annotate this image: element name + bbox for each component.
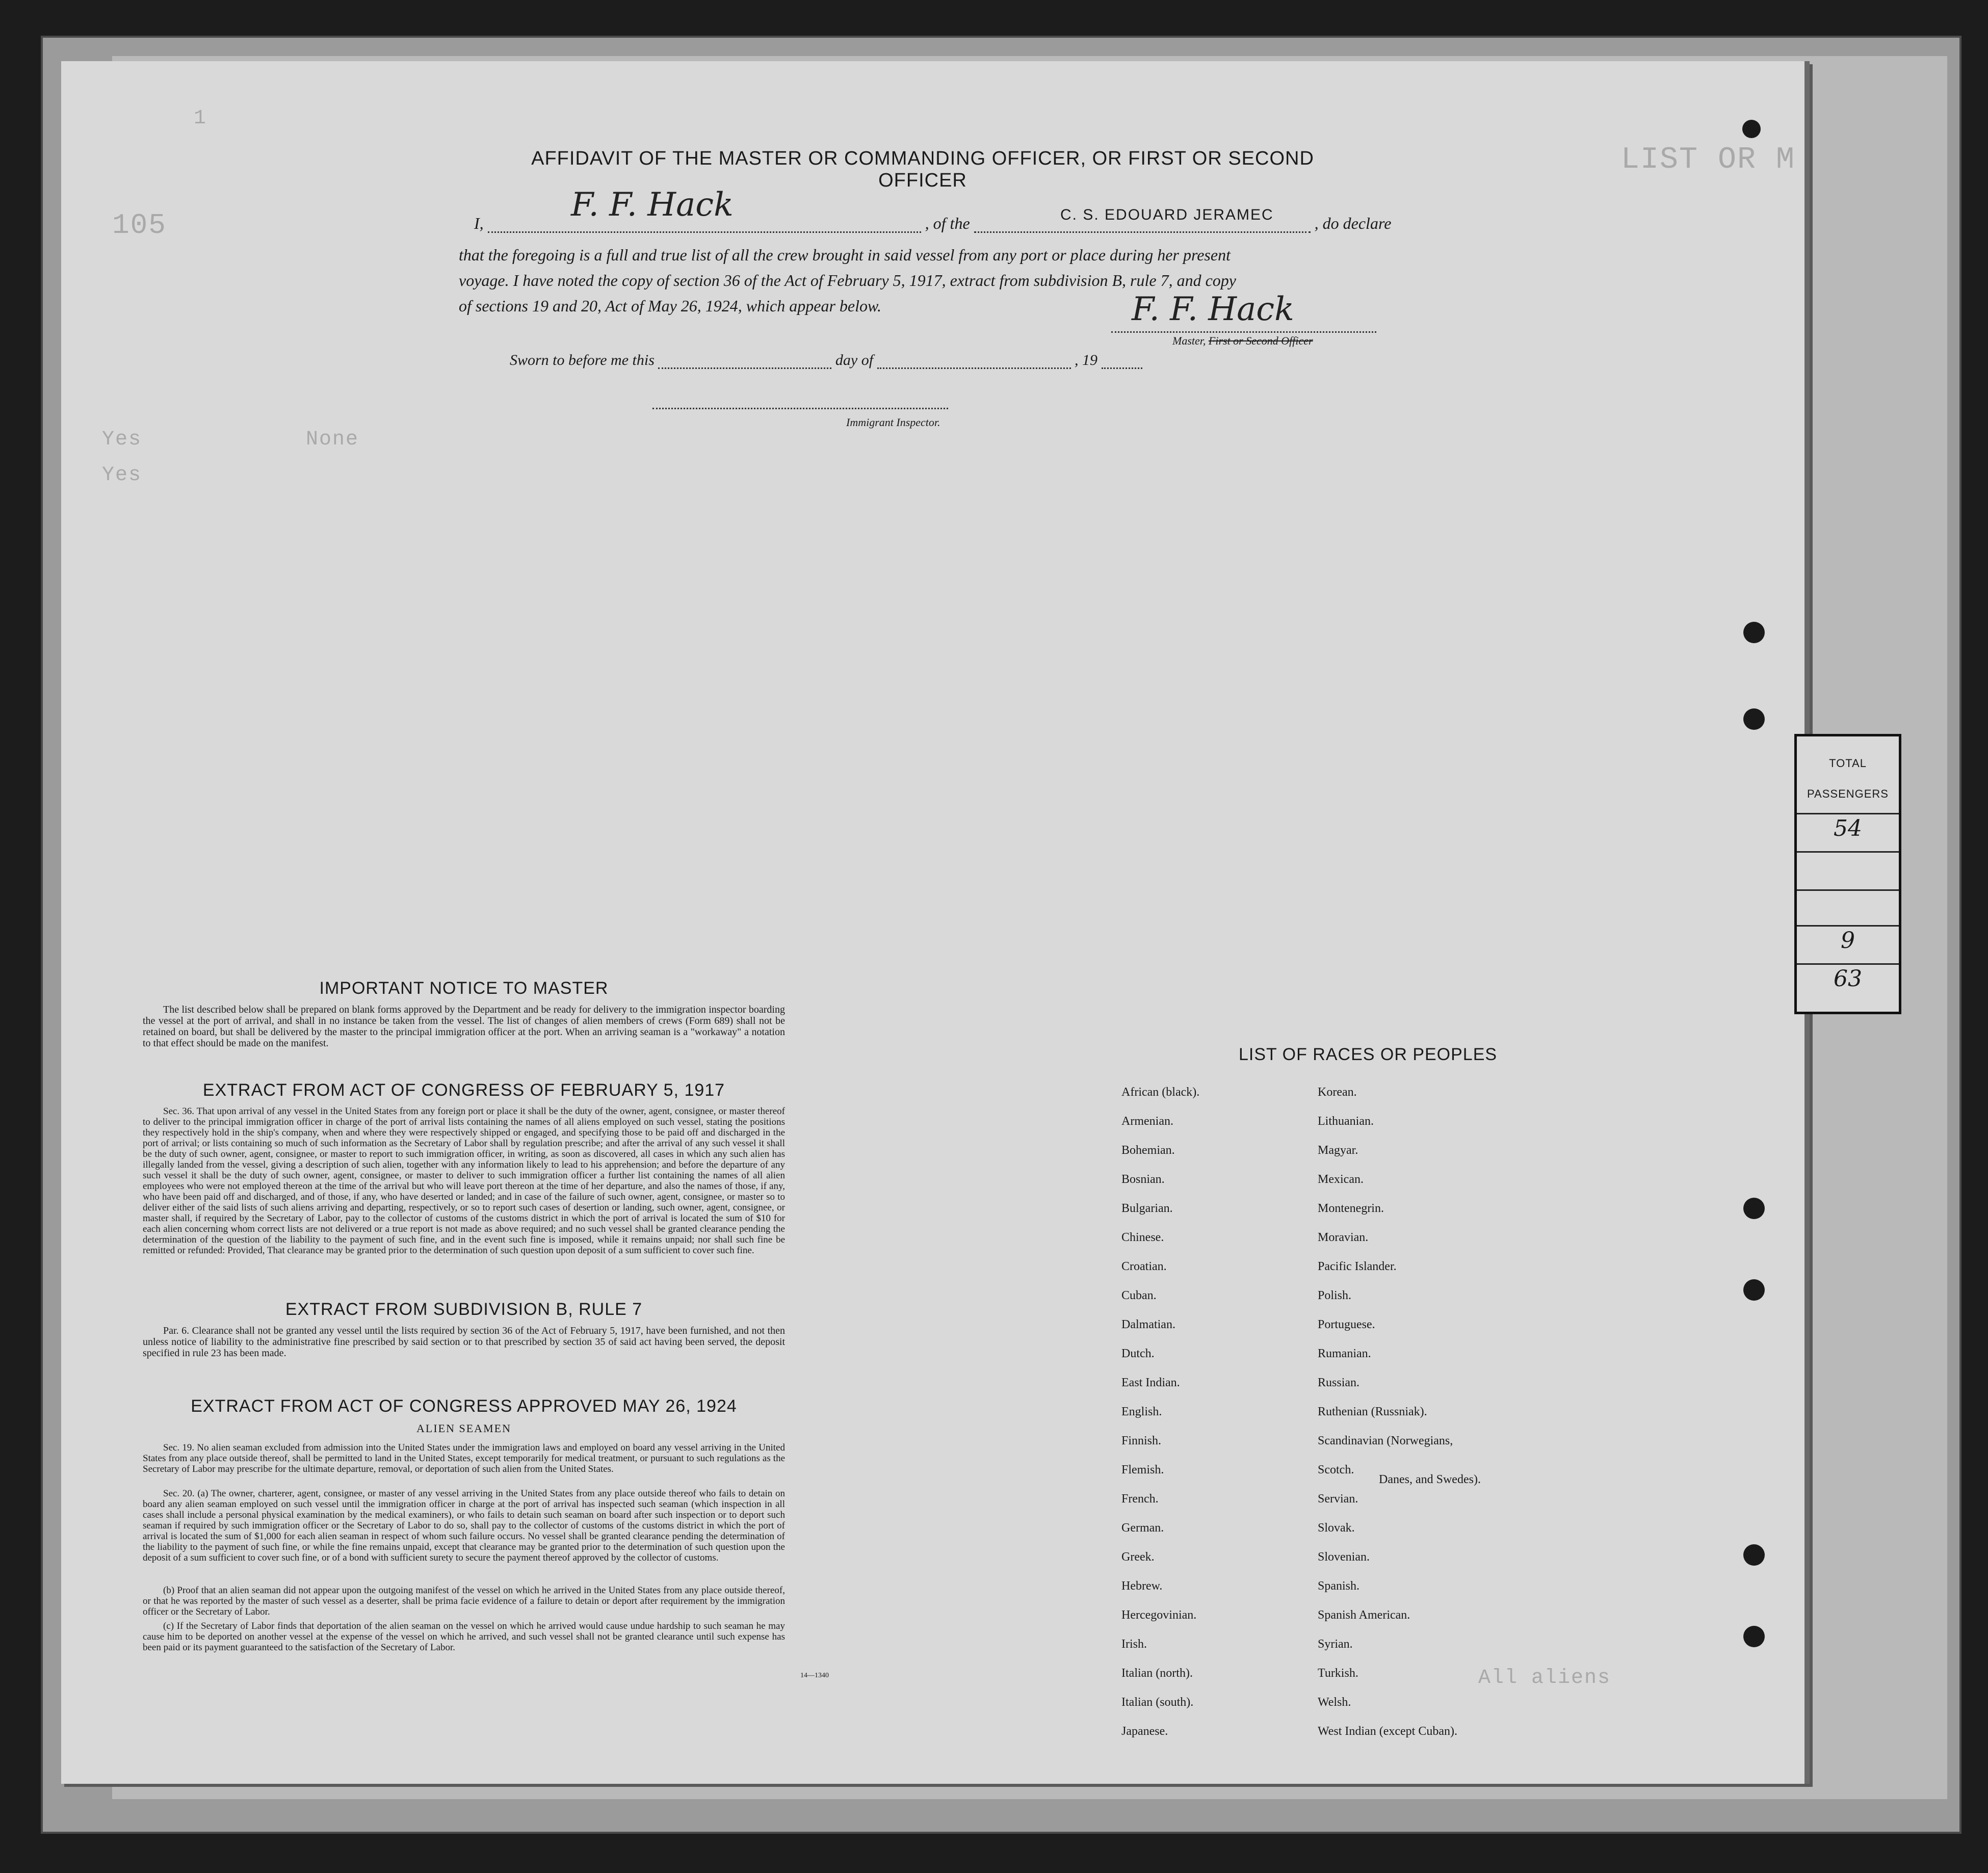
vessel-name-blank xyxy=(974,231,1311,233)
race-item: Hercegovinian. xyxy=(1121,1608,1197,1622)
race-item: Chinese. xyxy=(1121,1231,1164,1244)
extract-1917-title: EXTRACT FROM ACT OF CONGRESS OF FEBRUARY 5, 1917 xyxy=(202,1080,725,1100)
signature-caption xyxy=(1172,334,1313,348)
notice-title: IMPORTANT NOTICE TO MASTER xyxy=(319,979,609,998)
ghost-heading: LIST OR M xyxy=(1621,143,1796,177)
race-item: Welsh. xyxy=(1318,1696,1351,1709)
race-item: Hebrew. xyxy=(1121,1579,1163,1593)
total-row-divider xyxy=(1797,963,1899,965)
rule-7-body: Par. 6. Clearance shall not be granted any vessel until the lists required by section 36 of the Act of February 5, 1917, have been furnished, and not then unless notice of liability to the administrative fine prescribed by said section or to that prescribed by section 35 of said act having been served, the deposit specified in rule 23 has been made. xyxy=(143,1325,785,1359)
inspector-signature-line xyxy=(652,408,948,409)
total-value-63: 63 xyxy=(1834,966,1862,992)
vessel-name: C. S. EDOUARD JERAMEC xyxy=(1060,206,1274,223)
race-item: Servian. xyxy=(1318,1492,1358,1506)
ghost-footer: All aliens xyxy=(1478,1667,1611,1690)
race-item: Pacific Islander. xyxy=(1318,1260,1397,1273)
punch-hole xyxy=(1743,1626,1765,1647)
sworn-month-blank xyxy=(877,367,1071,369)
race-item: Scotch. xyxy=(1318,1463,1354,1476)
race-item: Bulgarian. xyxy=(1121,1202,1173,1215)
punch-hole xyxy=(1743,708,1765,730)
ghost-none: None xyxy=(306,428,359,451)
total-row-divider xyxy=(1797,851,1899,853)
master-signature: F. F. Hack xyxy=(1132,291,1294,328)
race-item: Italian (north). xyxy=(1121,1667,1193,1680)
sec-20c-text: (c) If the Secretary of Labor finds that deportation of the alien seaman on the vessel on which he arrived would cause undue hardship to such seaman he may cause him to be deported on another vessel at the expense of the vessel on which he arrived, and such vessel shall not be granted clearance until such expense has been paid or its payment guaranteed to the satisfaction of the Secretary of Labor. xyxy=(143,1621,785,1653)
affidavit-page xyxy=(61,61,1810,1784)
notice-body: The list described below shall be prepared on blank forms approved by the Department and be ready for delivery to the immigration inspector boarding the vessel at the port of arrival, and shall in no instance be taken from the vessel. The list of changes of alien members of crews (Form 689) shall not be retained on board, but shall be delivered by the master to the principal immigration officer at the port. When an arriving seaman is a "workaway" a notation to that effect should be made on the manifest. xyxy=(143,1004,785,1049)
race-item: Magyar. xyxy=(1318,1144,1358,1157)
affidavit-line-3: voyage. I have noted the copy of section 36 of the Act of February 5, 1917, extract from subdivision B, rule 7, and copy xyxy=(459,271,1236,289)
inspector-caption: Immigrant Inspector. xyxy=(846,416,940,429)
affidavit-title: AFFIDAVIT OF THE MASTER OR COMMANDING OFFICER, OR FIRST OR SECOND OFFICER xyxy=(531,148,1314,191)
affidavit-line-2: that the foregoing is a full and true list of all the crew brought in said vessel from any port or place during her present xyxy=(459,246,1231,264)
extract-1924-title: EXTRACT FROM ACT OF CONGRESS APPROVED MAY 26, 1924 xyxy=(191,1396,737,1416)
sec-19-text: Sec. 19. No alien seaman excluded from admission into the United States under the immigration laws and employed on board any vessel arriving in the United States from any place outside thereof, shall be permitted to land in the United States, except temporarily for medical treatment, or pursuant to such regulations as the Secretary of Labor may prescribe for the ultimate departure, removal, or deportation of such alien from the United States. xyxy=(143,1442,785,1474)
race-item: Greek. xyxy=(1121,1550,1155,1564)
punch-hole xyxy=(1742,120,1761,138)
race-item: Bohemian. xyxy=(1121,1144,1175,1157)
race-item: Flemish. xyxy=(1121,1463,1164,1476)
ghost-list-number: 105 xyxy=(112,209,167,242)
punch-hole xyxy=(1743,1198,1765,1219)
race-item: Ruthenian (Russniak). xyxy=(1318,1405,1427,1418)
race-item: Turkish. xyxy=(1318,1667,1358,1680)
race-continuation: Danes, and Swedes). xyxy=(1379,1473,1481,1486)
race-item: Portuguese. xyxy=(1318,1318,1375,1331)
sworn-year-blank xyxy=(1102,367,1142,369)
race-item: Bosnian. xyxy=(1121,1173,1165,1186)
total-row-divider xyxy=(1797,925,1899,927)
punch-hole xyxy=(1743,1279,1765,1301)
race-item: African (black). xyxy=(1121,1086,1200,1099)
total-value-9: 9 xyxy=(1841,928,1855,954)
race-item: Polish. xyxy=(1318,1289,1352,1302)
form-number: 14—1340 xyxy=(800,1672,829,1679)
race-item: Dutch. xyxy=(1121,1347,1155,1360)
race-item: Armenian. xyxy=(1121,1115,1173,1128)
race-item: Rumanian. xyxy=(1318,1347,1371,1360)
race-item: Irish. xyxy=(1121,1638,1147,1651)
race-item: Montenegrin. xyxy=(1318,1202,1384,1215)
alien-seamen-subtitle: ALIEN SEAMEN xyxy=(416,1422,511,1435)
affidavit-line-4: of sections 19 and 20, Act of May 26, 1924, which appear below. xyxy=(459,297,881,315)
total-row-divider xyxy=(1797,813,1899,814)
punch-hole xyxy=(1743,1544,1765,1566)
race-item: Spanish American. xyxy=(1318,1608,1410,1622)
sec-20a-text: Sec. 20. (a) The owner, charterer, agent, consignee, or master of any vessel arriving in the United States from any place outside thereof who fails to detain on board any alien seaman employed on such vessel until the immigration officer in charge at the port of arrival has inspected such seaman (which inspection in all cases shall include a personal physical examination by the medical examiners), or who fails to detain such seaman on board after such inspection or to deport such seaman if required by such immigration officer or the Secretary of Labor to do so, shall pay to the collector of customs of the customs district in which the port of arrival is located the sum of $1,000 for each alien seaman in respect of whom such failure occurs. No vessel shall be granted clearance pending the determination of the liability to the payment of such fine, or while the fine remains unpaid, except that clearance may be granted prior to the determination of such question upon the deposit of a sum sufficient to cover such fine, or of a bond with sufficient surety to secure the payment thereof approved by the collector of customs. xyxy=(143,1488,785,1563)
race-item: Mexican. xyxy=(1318,1173,1364,1186)
rule-7-title: EXTRACT FROM SUBDIVISION B, RULE 7 xyxy=(285,1300,643,1319)
of-the-label: , of the xyxy=(925,214,970,232)
i-label: I, xyxy=(474,214,484,232)
total-value-54: 54 xyxy=(1834,815,1862,841)
total-passengers-box xyxy=(1794,734,1901,1014)
signature-caption-struck: First or Second Officer xyxy=(1208,334,1313,347)
race-item: Dalmatian. xyxy=(1121,1318,1175,1331)
signature-line xyxy=(1111,331,1376,333)
punch-hole xyxy=(1743,622,1765,643)
total-label: TOTAL xyxy=(1829,757,1867,770)
race-item: Moravian. xyxy=(1318,1231,1369,1244)
signature-caption-master: Master, xyxy=(1172,334,1206,347)
total-row-divider xyxy=(1797,889,1899,891)
passengers-label: PASSENGERS xyxy=(1807,787,1889,800)
race-item: Slovenian. xyxy=(1318,1550,1370,1564)
day-of-label: day of xyxy=(835,352,874,368)
sworn-day-blank xyxy=(658,367,831,369)
race-item: French. xyxy=(1121,1492,1159,1506)
handwritten-master-name: F. F. Hack xyxy=(571,186,734,224)
year-label: , 19 xyxy=(1075,352,1098,368)
sec-20b-text: (b) Proof that an alien seaman did not appear upon the outgoing manifest of the vessel on which he arrived in the United States from any place outside thereof, or that he was reported by the master of such vessel as a deserter, shall be prima facie evidence of a failure to detain or deport after requirement by the immigration officer or the Secretary of Labor. xyxy=(143,1585,785,1617)
race-item: Lithuanian. xyxy=(1318,1115,1374,1128)
race-item: Cuban. xyxy=(1121,1289,1157,1302)
race-item: Russian. xyxy=(1318,1376,1360,1389)
sworn-line xyxy=(510,352,1142,369)
ghost-yes-2: Yes xyxy=(102,464,142,487)
race-item: Finnish. xyxy=(1121,1434,1162,1447)
race-item: Italian (south). xyxy=(1121,1696,1194,1709)
race-item: Spanish. xyxy=(1318,1579,1360,1593)
extract-1917-body: Sec. 36. That upon arrival of any vessel in the United States from any foreign port or place it shall be the duty of the owner, agent, consignee, or master thereof to deliver to the principal immigration officer in charge of the port of arrival lists containing the names of all aliens employed on such vessel, stating the positions they respectively hold in the ship's company, when and where they were respectively shipped or engaged, and specifying those to be paid off and discharged in the port of arrival; or lists containing so much of such information as the Secretary of Labor shall by regulation prescribe; and after the arrival of any such vessel it shall be the duty of such owner, agent, consignee, or master to report to such immigration officer, in writing, as soon as discovered, all cases in which any such alien has illegally landed from the vessel, giving a description of such alien, together with any information likely to lead to his apprehension; and before the departure of any such vessel it shall be the duty of such owner, agent, consignee, or master to deliver to such immigration officer a further list containing the names of all alien employees who were not employed thereon at the time of the arrival but who will leave port thereon at the time of her departure, and also the names of those, if any, who have been paid off and discharged, and of those, if any, who have deserted or landed; and in case of the failure of such owner, agent, consignee, or master so to deliver either of the said lists of such aliens arriving and departing, respectively, or so to report such cases of desertion or landing, such owner, agent, consignee, or master shall, if required by the Secretary of Labor, pay to the collector of customs of the customs district in which the port of arrival is located the sum of $10 for each alien concerning whom correct lists are not delivered or a true report is not made as above required; and no such vessel shall be granted clearance pending the determination of the question of the liability to the payment of such fine, and in the event such fine is imposed, while it remains unpaid; nor shall such fine be remitted or refunded: Provided, That clearance may be granted prior to the determination of such question upon deposit of a sum sufficient to cover such fine. xyxy=(143,1106,785,1256)
sworn-label: Sworn to before me this xyxy=(510,352,655,368)
race-item: Slovak. xyxy=(1318,1521,1355,1535)
race-item: Croatian. xyxy=(1121,1260,1167,1273)
race-item: Syrian. xyxy=(1318,1638,1353,1651)
do-declare-label: , do declare xyxy=(1314,214,1392,232)
race-item: English. xyxy=(1121,1405,1162,1418)
master-name-blank xyxy=(488,231,921,233)
race-item: West Indian (except Cuban). xyxy=(1318,1725,1457,1738)
ghost-page-number: 1 xyxy=(194,107,207,130)
ghost-yes-1: Yes xyxy=(102,428,142,451)
races-title: LIST OF RACES OR PEOPLES xyxy=(1239,1045,1498,1064)
race-item: Scandinavian (Norwegians, xyxy=(1318,1434,1453,1447)
race-item: East Indian. xyxy=(1121,1376,1180,1389)
race-item: Japanese. xyxy=(1121,1725,1168,1738)
race-item: Korean. xyxy=(1318,1086,1357,1099)
race-item: German. xyxy=(1121,1521,1164,1535)
